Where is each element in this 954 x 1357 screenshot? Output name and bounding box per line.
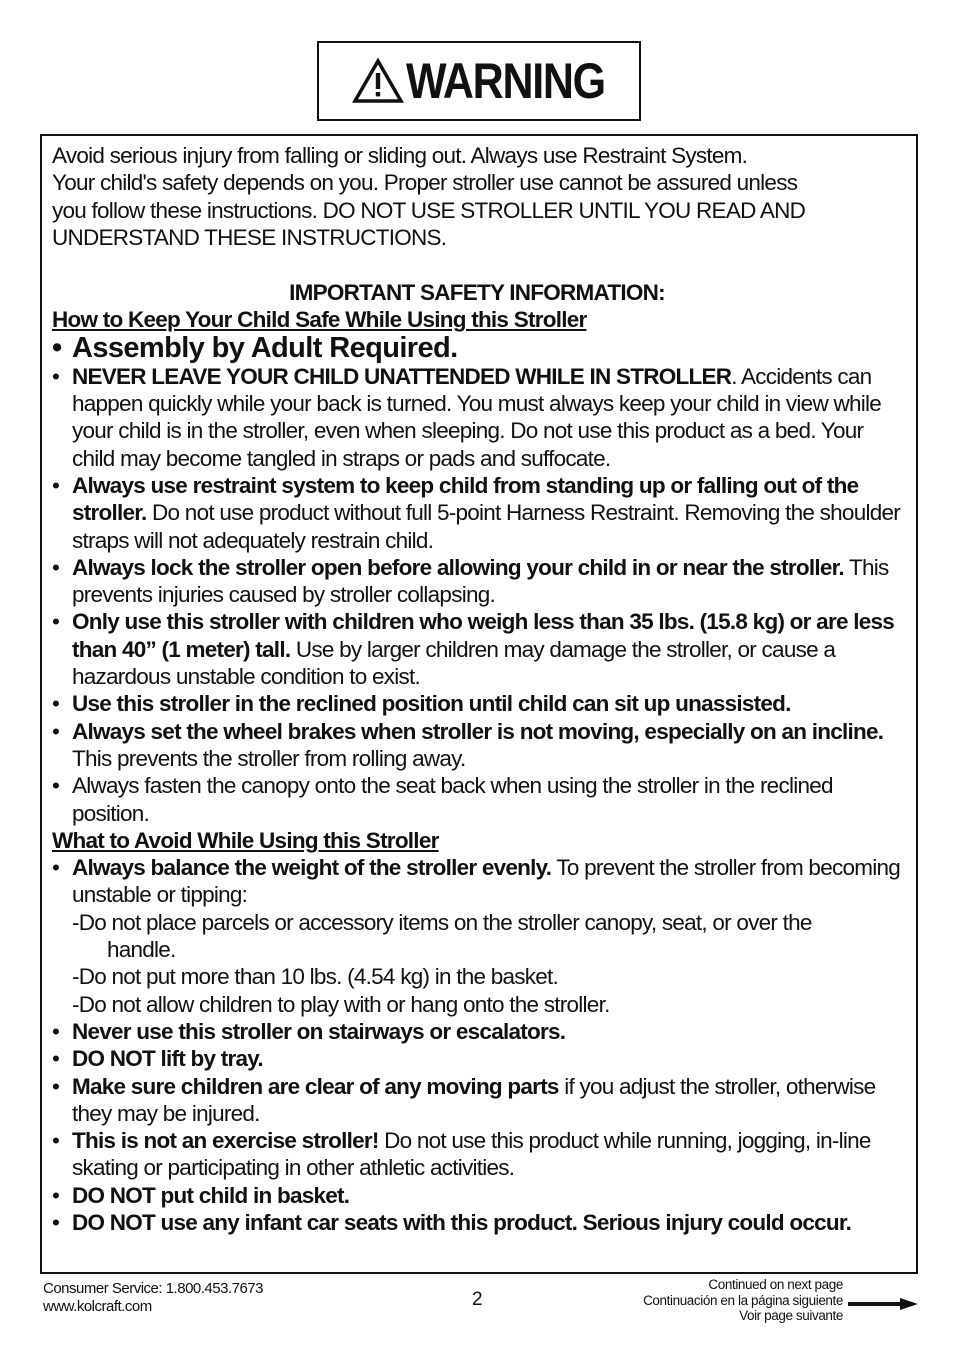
item-bold: Make sure children are clear of any moving parts	[72, 1073, 559, 1099]
list-item	[52, 1018, 902, 1045]
item-bold: Only use this stroller with children who weigh less than 35 lbs. (15.8 kg) or are less than 40” (1 meter) tall.	[72, 609, 895, 662]
bullet-icon: •	[52, 609, 60, 635]
list-item	[52, 1182, 902, 1209]
sub-item-line: -Do not put more than 10 lbs. (4.54 kg) in the basket.	[72, 964, 559, 990]
list-item	[52, 690, 902, 717]
item-bold: Always lock the stroller open before allowing your child in or near the stroller.	[72, 554, 844, 580]
website-link: www.kolcraft.com	[43, 1298, 152, 1315]
bullet-icon: •	[52, 331, 62, 364]
list-item	[52, 772, 902, 827]
item-bold: Use this stroller in the reclined position until child can sit up unassisted.	[72, 691, 791, 717]
list-item	[52, 608, 902, 690]
bullet-icon: •	[52, 554, 60, 580]
warning-header	[317, 41, 641, 121]
warning-title: WARNING	[406, 53, 606, 109]
item-bold: This is not an exercise stroller!	[72, 1128, 379, 1154]
important-heading: IMPORTANT SAFETY INFORMATION:	[289, 280, 665, 306]
list-item	[52, 1073, 902, 1128]
bullet-icon: •	[52, 1073, 60, 1099]
item-bold: Always set the wheel brakes when stroller is not moving, especially on an incline.	[72, 718, 884, 744]
bullet-icon: •	[52, 472, 60, 498]
assembly-item	[52, 331, 902, 364]
item-bold: NEVER LEAVE YOUR CHILD UNATTENDED WHILE IN STROLLER	[72, 363, 732, 389]
item-text: To prevent the stroller from becoming unstable or tipping:	[72, 855, 900, 908]
consumer-service-phone: Consumer Service: 1.800.453.7673	[43, 1280, 263, 1297]
section2-list	[52, 854, 902, 909]
bullet-icon: •	[52, 1046, 60, 1072]
list-item	[52, 1127, 902, 1182]
list-item	[52, 1209, 902, 1236]
item-bold: Never use this stroller on stairways or escalators.	[72, 1018, 566, 1044]
footer-contact	[43, 1280, 263, 1316]
list-item	[52, 554, 902, 609]
list-item	[52, 1045, 902, 1072]
intro-line: you follow these instructions. DO NOT USE STROLLER UNTIL YOU READ AND	[52, 197, 806, 223]
list-item	[52, 472, 902, 554]
item-text: Use by larger children may damage the stroller, or cause a hazardous unstable condition to exist.	[72, 636, 836, 690]
section-heading-avoid: What to Avoid While Using this Stroller	[52, 827, 439, 853]
bullet-icon: •	[52, 773, 60, 799]
sub-item-line: -Do not place parcels or accessory items on the stroller canopy, seat, or over the	[72, 909, 812, 935]
list-item	[52, 363, 902, 472]
section-heading-keep-safe: How to Keep Your Child Safe While Using this Stroller	[52, 307, 587, 333]
intro-line: Your child's safety depends on you. Proper stroller use cannot be assured unless	[52, 170, 798, 196]
page-number: 2	[472, 1289, 483, 1310]
bullet-icon: •	[52, 855, 60, 881]
safety-content	[40, 134, 918, 1274]
item-bold: Always balance the weight of the stroller evenly.	[72, 855, 552, 881]
list-item	[52, 854, 902, 909]
continued-note	[643, 1277, 843, 1324]
sub-item-line: handle.	[107, 937, 176, 963]
continued-en: Continued on next page	[708, 1277, 843, 1292]
list-item	[52, 718, 902, 773]
arrow-right-icon	[848, 1297, 920, 1311]
item-text: Always fasten the canopy onto the seat back when using the stroller in the reclined position.	[72, 773, 833, 826]
intro-line: UNDERSTAND THESE INSTRUCTIONS.	[52, 224, 447, 250]
bullet-icon: •	[52, 1018, 60, 1044]
bullet-icon: •	[52, 363, 60, 389]
item-text: This prevents the stroller from rolling away.	[72, 745, 466, 771]
sub-item-line: -Do not allow children to play with or hang onto the stroller.	[72, 991, 610, 1017]
item-text: Do not use this product while running, jogging, in-line skating or participating in other athletic activities.	[72, 1128, 871, 1181]
item-bold: DO NOT use any infant car seats with this product. Serious injury could occur.	[72, 1209, 852, 1235]
item-bold: Always use restraint system to keep child from standing up or falling out of the stroller.	[72, 472, 859, 526]
continued-es: Continuación en la página siguiente	[643, 1292, 843, 1308]
warning-triangle-icon	[352, 58, 404, 104]
continued-fr: Voir page suivante	[739, 1308, 843, 1323]
item-text: This prevents injuries caused by stroller collapsing.	[72, 554, 889, 608]
section1-list	[52, 331, 902, 827]
item-bold: DO NOT put child in basket.	[72, 1182, 350, 1208]
bullet-icon: •	[52, 1209, 60, 1235]
bullet-icon: •	[52, 691, 60, 717]
item-text: if you adjust the stroller, otherwise they may be injured.	[72, 1073, 876, 1126]
item-bold: DO NOT lift by tray.	[72, 1046, 263, 1072]
section2-list-cont	[52, 1018, 902, 1236]
item-text: . Accidents can happen quickly while your back is turned. You must always keep your child in view while your child is in the stroller, even when sleeping. Do not use this product as a bed. Your child may become tangled in straps or pads and suffocate.	[72, 363, 881, 471]
intro-paragraph	[52, 142, 902, 251]
assembly-text: Assembly by Adult Required.	[72, 331, 458, 364]
bullet-icon: •	[52, 1182, 60, 1208]
intro-line: Avoid serious injury from falling or sliding out. Always use Restraint System.	[52, 143, 748, 168]
bullet-icon: •	[52, 718, 60, 744]
item-text: Do not use product without full 5-point Harness Restraint. Removing the shoulder straps will not adequately restrain child.	[72, 500, 900, 553]
bullet-icon: •	[52, 1128, 60, 1154]
